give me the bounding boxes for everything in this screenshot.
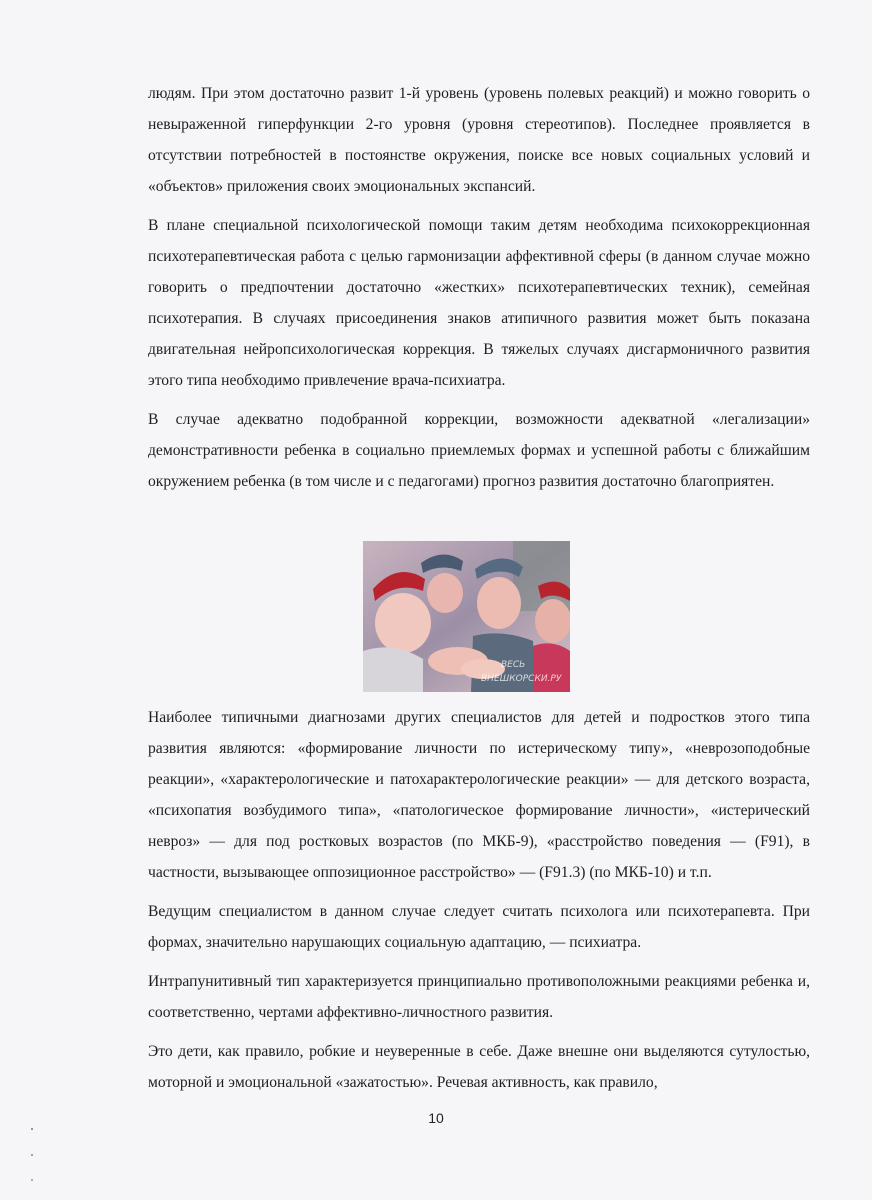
paragraph: В случае адекватно подобранной коррекции, возможности адекватной «легализации» демонстративности ребенка в социально приемлемых формах и успешной работы с ближайшим окружением ребенка (в том числе и с педагогами) прогноз развития достаточно благоприятен. (148, 411, 810, 490)
paragraph: В плане специальной психологической помощи таким детям необходима психокоррекционная психотерапевтическая работа с целью гармонизации аффективной сферы (в данном случае можно говорить о предпочтении достаточно «жестких» психотерапевтических техник), семейная психотерапия. В случаях присоединения знаков атипичного развития может быть показана двигательная нейропсихологическая коррекция. В тяжелых случаях дисгармоничного развития этого типа необходимо привлечение врача-психиатра. (148, 217, 810, 389)
watermark-line-1: ВЕСЬ (501, 660, 526, 670)
paragraph: Ведущим специалистом в данном случае следует считать психолога или психотерапевта. При формах, значительно нарушающих социальную адаптацию, — психиатра. (148, 903, 810, 951)
children-photo (363, 541, 570, 692)
paragraph: людям. При этом достаточно развит 1-й уровень (уровень полевых реакций) и можно говорить о невыраженной гиперфункции 2-го уровня (уровня стереотипов). Последнее проявляется в отсутствии потребностей в постоянстве окружения, поиске все новых социальных условий и «объектов» приложения своих эмоциональных экспансий. (148, 85, 810, 195)
paragraph: Наиболее типичными диагнозами других специалистов для детей и подростков этого типа развития являются: «формирование личности по истерическому типу», «неврозоподобные реакции», «характерологические и патохарактерологические реакции» — для детского возраста, «психопатия возбудимого типа», «патологическое формирование личности», «истерический невроз» — для под ростковых возрастов (по МКБ-9), «расстройство поведения — (F91), в частности, вызывающее оппозиционное расстройство» — (F91.3) (по МКБ-10) и т.п. (148, 709, 810, 881)
watermark-line-2: ВНЕШКОРСКИ.РУ (481, 674, 562, 684)
children-photo-image (363, 541, 570, 692)
paragraph: Интрапунитивный тип характеризуется принципиально противоположными реакциями ребенка и, соответственно, чертами аффективно-личностного развития. (148, 973, 810, 1021)
scan-specks (30, 1125, 34, 1185)
text-block-top (148, 78, 810, 505)
paragraph: Это дети, как правило, робкие и неуверенные в себе. Даже внешне они выделяются сутулостью, моторной и эмоциональной «зажатостью». Речевая активность, как правило, (148, 1043, 810, 1091)
text-block-bottom (148, 702, 810, 1106)
page-number: 10 (428, 1110, 444, 1126)
